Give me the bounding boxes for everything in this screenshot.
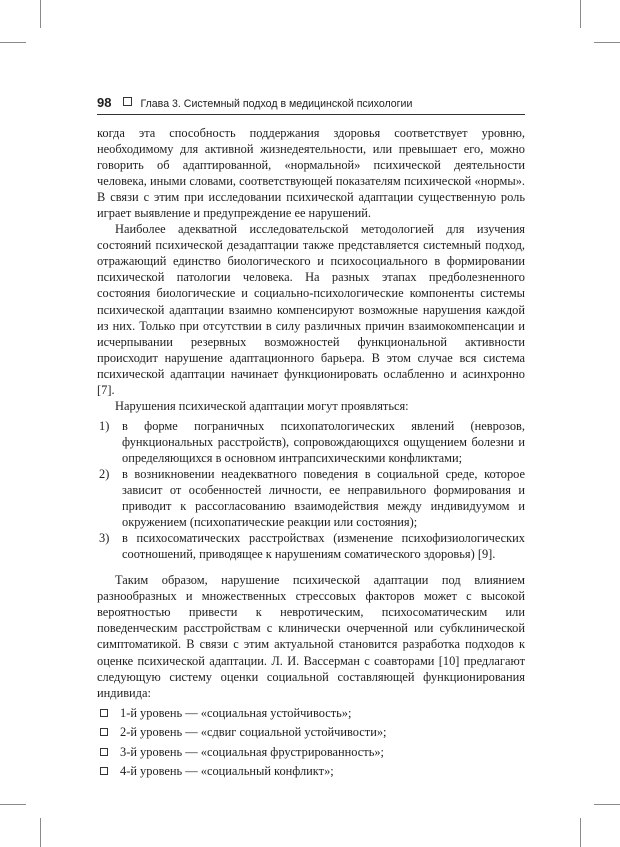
list-item-text: 1-й уровень — «социальная устойчивость»; [120, 705, 352, 720]
square-bullet-icon [100, 728, 108, 736]
list-item-text: 3-й уровень — «социальная фрустрированность»; [120, 744, 384, 759]
list-item-text: 2-й уровень — «сдвиг социальной устойчивости»; [120, 725, 387, 740]
list-item [97, 466, 525, 530]
list-item-text: в психосоматических расстройствах (изменение психофизиологических соотношений, приводящее к нарушениям соматического здоровья) [9]. [122, 531, 525, 562]
list-item [97, 418, 525, 466]
crop-mark [40, 0, 41, 28]
page-number: 98 [97, 95, 112, 110]
list-item-text: в форме пограничных психопатологических явлений (неврозов, функциональных расстройств), сопровождающихся ощущением болезни и определяющихся в основном интрапсихическими конфликтами; [122, 418, 525, 465]
paragraph: Наиболее адекватной исследовательской методологией для изучения состояний психической дезадаптации также представляется системный подход, отражающий единство биологического и психосоциального в формировании психической патологии человека. На разных этапах предболезненного состояния биологические и социально-психологические компоненты системы психической адаптации взаимно компенсируют возможные нарушения каждой из них. Только при отсутствии в силу различных причин взаимокомпенсации и исчерпывании резервных возможностей функциональной активности происходит нарушение адаптационного барьера. В этом случае вся система психической адаптации начинает функционировать ослабленно и асинхронно [7]. [97, 222, 525, 397]
crop-mark [0, 42, 26, 43]
crop-mark [580, 0, 581, 28]
page-body [97, 125, 525, 783]
list-item [97, 763, 525, 783]
square-bullet-icon [100, 709, 108, 717]
paragraph: когда эта способность поддержания здоровья соответствует уровню, необходимому для активной жизнедеятельности, или превышает его, можно говорить об адаптированной, «нормальной» психической деятельности человека, иными словами, соответствующей показателям психической «нормы». В связи с этим при исследовании психической адаптации существенную роль играет выявление и предупреждение ее нарушений. [97, 126, 525, 221]
chapter-title: Глава 3. Системный подход в медицинской психологии [140, 98, 413, 110]
numbered-list [97, 418, 525, 562]
crop-mark [594, 42, 620, 43]
list-item [97, 705, 525, 725]
list-item [97, 530, 525, 562]
list-item-text: 4-й уровень — «социальный конфликт»; [120, 764, 334, 779]
levels-list [97, 705, 525, 783]
list-item [97, 724, 525, 744]
square-bullet-icon [100, 748, 108, 756]
crop-mark [40, 818, 41, 847]
square-bullet-icon [100, 767, 108, 775]
square-bullet-icon [123, 97, 132, 106]
list-item-text: в возникновении неадекватного поведения в социальной среде, которое зависит от особенностей личности, ее неправильного формирования и приводит к рассогласованию взаимодействия между индивидуумом и окружением (психопатические реакции или состояния); [122, 466, 525, 530]
crop-mark [580, 818, 581, 847]
list-item-number: 2) [99, 466, 110, 481]
crop-mark [0, 804, 26, 805]
paragraph: Таким образом, нарушение психической адаптации под влиянием разнообразных и множественных стрессовых факторов может с высокой вероятностью привести к невротическим, психосоматическим или поведенческим расстройствам с клинически очерченной или субклинической симптоматикой. В связи с этим актуальной становится разработка подходов к оценке психической адаптации. Л. И. Вассерман с соавторами [10] предлагают следующую систему оценки социальной составляющей функционирования индивида: [97, 573, 525, 700]
list-item-number: 3) [99, 531, 110, 546]
crop-mark [594, 804, 620, 805]
running-header [97, 95, 525, 110]
list-item-number: 1) [99, 418, 110, 433]
paragraph: Нарушения психической адаптации могут проявляться: [115, 398, 409, 413]
list-item [97, 744, 525, 764]
header-rule [97, 114, 525, 115]
